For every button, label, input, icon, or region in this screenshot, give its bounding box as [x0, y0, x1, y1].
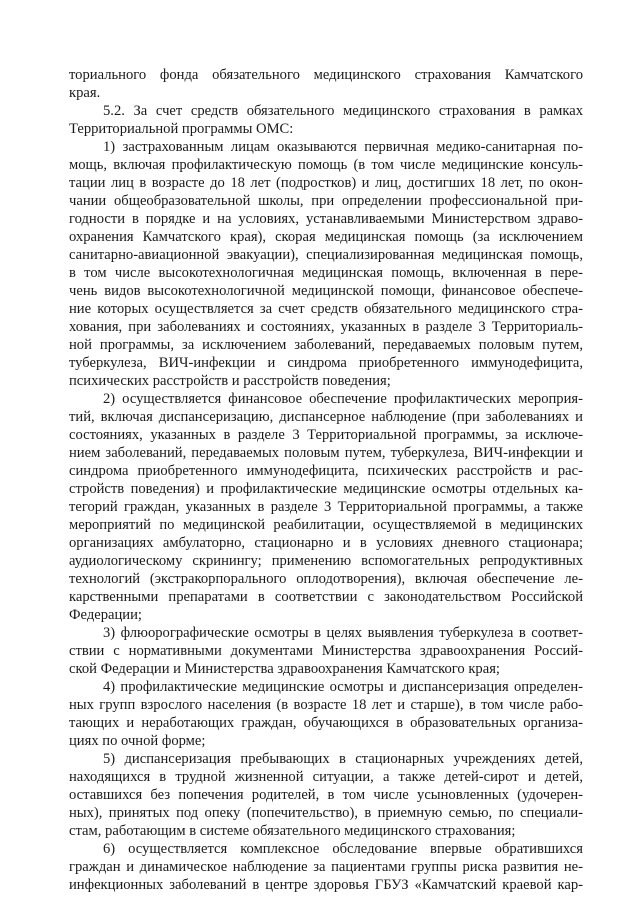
- text-line: ной программы, за исключением заболеваний, передаваемых половым путем,: [69, 337, 583, 353]
- text-line: 1) застрахованным лицам оказываются первичная медико-санитарная по-: [103, 139, 583, 155]
- text-line: организациях амбулаторно, стационарно и в условиях дневного стационара;: [69, 535, 583, 551]
- text-line: тающих и неработающих граждан, обучающихся в образовательных организа-: [69, 715, 583, 731]
- text-line: 2) осуществляется финансовое обеспечение профилактических мероприя-: [103, 391, 583, 407]
- text-line: ных), принятых под опеку (попечительство), в приемную семью, по специали-: [69, 805, 583, 821]
- text-line: инфекционных заболеваний в центре здоровья ГБУЗ «Камчатский краевой кар-: [69, 877, 583, 893]
- text-line: охранения Камчатского края), скорая медицинская помощь (за исключением: [69, 229, 583, 245]
- text-line: оставшихся без попечения родителей, в том числе усыновленных (удочерен-: [69, 787, 583, 803]
- text-line: 4) профилактические медицинские осмотры и диспансеризация определен-: [103, 679, 583, 695]
- text-line: тегорий граждан, указанных в разделе 3 Территориальной программы, а также: [69, 499, 583, 515]
- text-line: ской Федерации и Министерства здравоохранения Камчатского края;: [69, 661, 500, 677]
- text-line: в том числе высокотехнологичная медицинская помощь, включенная в пере-: [69, 265, 583, 281]
- text-line: тации лиц в возрасте до 18 лет (подростков) и лиц, достигших 18 лет, по окон-: [69, 175, 583, 191]
- text-line: граждан и динамическое наблюдение за пациентами группы риска развития не-: [69, 859, 583, 875]
- text-line: циях по очной форме;: [69, 733, 206, 749]
- text-line: тий, включая диспансеризацию, диспансерное наблюдение (при заболеваниях и: [69, 409, 583, 425]
- text-line: годности в порядке и на условиях, устанавливаемыми Министерством здраво-: [69, 211, 583, 227]
- text-line: чень видов высокотехнологичной медицинской помощи, финансовое обеспече-: [69, 283, 583, 299]
- text-line: 3) флюорографические осмотры в целях выявления туберкулеза в соответ-: [103, 625, 583, 641]
- text-line: ствии с нормативными документами Министерства здравоохранения Россий-: [69, 643, 583, 659]
- text-line: туберкулеза, ВИЧ-инфекции и синдрома приобретенного иммунодефицита,: [69, 355, 583, 371]
- text-line: 6) осуществляется комплексное обследование впервые обратившихся: [103, 841, 583, 857]
- text-line: ние которых осуществляется за счет средств обязательного медицинского стра-: [69, 301, 583, 317]
- text-line: карственными препаратами в соответствии с законодательством Российской: [69, 589, 583, 605]
- text-line: мероприятий по медицинской реабилитации, осуществляемой в медицинских: [69, 517, 583, 533]
- text-line: Федерации;: [69, 607, 142, 623]
- text-line: состояниях, указанных в разделе 3 Территориальной программы, за исключе-: [69, 427, 583, 443]
- text-line: ториального фонда обязательного медицинского страхования Камчатского: [69, 67, 583, 83]
- text-line: нием заболеваний, передаваемых половым путем, туберкулеза, ВИЧ-инфекции и: [69, 445, 583, 461]
- text-line: синдрома приобретенного иммунодефицита, психических расстройств и рас-: [69, 463, 583, 479]
- text-line: ных групп взрослого населения (в возрасте 18 лет и старше), в том числе рабо-: [69, 697, 583, 713]
- text-line: стам, работающим в системе обязательного медицинского страхования;: [69, 823, 516, 839]
- text-line: психических расстройств и расстройств поведения;: [69, 373, 391, 389]
- section-heading-line: 5.2. За счет средств обязательного медицинского страхования в рамках: [103, 103, 583, 119]
- text-line: находящихся в трудной жизненной ситуации, а также детей-сирот и детей,: [69, 769, 583, 785]
- text-line: стройств поведения) и профилактические медицинские осмотры отдельных ка-: [69, 481, 583, 497]
- text-line: 5) диспансеризация пребывающих в стационарных учреждениях детей,: [103, 751, 583, 767]
- text-line: санитарно-авиационной эвакуации), специализированная медицинская помощь,: [69, 247, 583, 263]
- text-line: чании общеобразовательной школы, при определении профессиональной при-: [69, 193, 583, 209]
- text-line: технологий (экстракорпорального оплодотворения), включая обеспечение ле-: [69, 571, 583, 587]
- text-line: аудиологическому скринингу; применению вспомогательных репродуктивных: [69, 553, 583, 569]
- text-line: хования, при заболеваниях и состояниях, указанных в разделе 3 Территориаль-: [69, 319, 583, 335]
- section-heading-line: Территориальной программы ОМС:: [69, 121, 294, 137]
- text-line: края.: [69, 85, 101, 101]
- text-line: мощь, включая профилактическую помощь (в том числе медицинские консуль-: [69, 157, 583, 173]
